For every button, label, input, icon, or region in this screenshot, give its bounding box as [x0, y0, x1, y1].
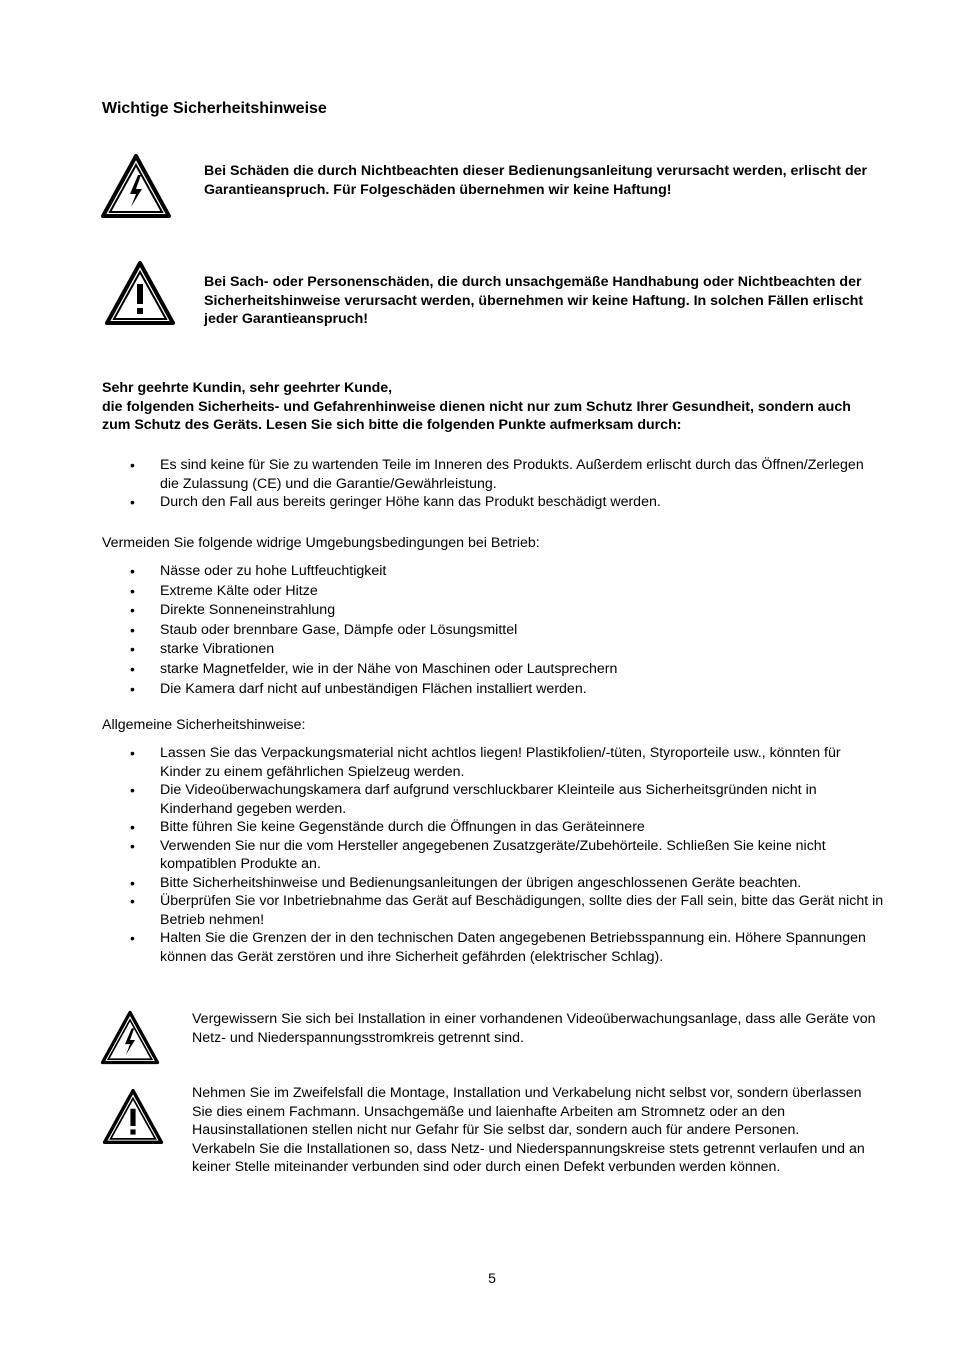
list-item: • Lassen Sie das Verpackungsmaterial nicht achtlos liegen! Plastikfolien/-tüten, Styroporteile usw., könnten für Kinder zu einem gefährlichen Spielzeug werden.	[102, 744, 884, 781]
warning-text: Bei Schäden die durch Nichtbeachten dieser Bedienungsanleitung verursacht werden, erlischt der Garantieanspruch. Für Folgeschäden übernehmen wir keine Haftung!	[204, 163, 868, 198]
warning-exclamation-icon	[102, 1088, 164, 1145]
warning-paragraph: Nehmen Sie im Zweifelsfall die Montage, Installation und Verkabelung nicht selbst vor, sondern überlassen Sie dies einem Fachmann. Unsachgemäße und laienhafte Arbeiten am Stromnetz oder an den Hausinstallationen stellen nicht nur Gefahr für Sie selbst dar, sondern auch für andere Personen.	[192, 1085, 862, 1138]
list-item: • starke Vibrationen	[102, 640, 884, 660]
greeting-intro: die folgenden Sicherheits- und Gefahrenhinweise dienen nicht nur zum Schutz Ihrer Gesundheit, sondern auch zum Schutz des Geräts. Lesen Sie sich bitte die folgenden Punkte aufmerksam durch:	[102, 398, 851, 433]
list-item: • Die Kamera darf nicht auf unbeständigen Flächen installiert werden.	[102, 680, 884, 700]
warning-text: Bei Sach- oder Personenschäden, die durch unsachgemäße Handhabung oder Nichtbeachten der Sicherheitshinweise verursacht werden, übernehmen wir keine Haftung. In solchen Fällen erlischt jeder Garantieanspruch!	[204, 274, 864, 327]
list-item: • starke Magnetfelder, wie in der Nähe von Maschinen oder Lautsprechern	[102, 660, 884, 680]
greeting	[102, 379, 882, 435]
warning-exclamation-icon	[104, 260, 176, 326]
list-item: • Halten Sie die Grenzen der in den technischen Daten angegebenen Betriebsspannung ein. Höhere Spannungen können das Gerät zerstören und ihre Sicherheit gefährden (elektrischer Schlag).	[102, 929, 884, 966]
bullet-list	[102, 456, 884, 512]
list-item: • Bitte Sicherheitshinweise und Bedienungsanleitungen der übrigen angeschlossenen Geräte beachten.	[102, 874, 884, 893]
section-heading: Vermeiden Sie folgende widrige Umgebungsbedingungen bei Betrieb:	[102, 535, 540, 551]
bullet-list	[102, 744, 884, 966]
list-item: • Staub oder brennbare Gase, Dämpfe oder Lösungsmittel	[102, 621, 884, 641]
list-item: • Verwenden Sie nur die vom Hersteller angegebenen Zusatzgeräte/Zubehörteile. Schließen Sie keine nicht kompatiblen Produkte an.	[102, 837, 884, 874]
list-item: • Überprüfen Sie vor Inbetriebnahme das Gerät auf Beschädigungen, sollte dies der Fall sein, bitte das Gerät nicht in Betrieb nehmen!	[102, 892, 884, 929]
greeting-salutation: Sehr geehrte Kundin, sehr geehrter Kunde,	[102, 380, 393, 396]
list-item: • Die Videoüberwachungskamera darf aufgrund verschluckbarer Kleinteile aus Sicherheitsgründen nicht in Kinderhand gegeben werden.	[102, 781, 884, 818]
warning-text	[192, 1084, 882, 1177]
section-heading: Allgemeine Sicherheitshinweise:	[102, 717, 306, 733]
warning-text: Vergewissern Sie sich bei Installation in einer vorhandenen Videoüberwachungsanlage, dass alle Geräte von Netz- und Niederspannungsstromkreis getrennt sind.	[192, 1011, 876, 1046]
list-item: • Extreme Kälte oder Hitze	[102, 582, 884, 602]
page-title: Wichtige Sicherheitshinweise	[102, 100, 327, 117]
list-item: • Bitte führen Sie keine Gegenstände durch die Öffnungen in das Geräteinnere	[102, 818, 884, 837]
warning-paragraph: Verkabeln Sie die Installationen so, dass Netz- und Niederspannungskreise stets getrennt verlaufen und an keiner Stelle miteinander verbunden sind oder durch einen Defekt verbunden werden können.	[192, 1140, 865, 1175]
list-item: • Direkte Sonneneinstrahlung	[102, 601, 884, 621]
list-item: • Es sind keine für Sie zu wartenden Teile im Inneren des Produkts. Außerdem erlischt durch das Öffnen/Zerlegen die Zulassung (CE) und die Garantie/Gewährleistung.	[102, 456, 884, 493]
list-item: • Nässe oder zu hohe Luftfeuchtigkeit	[102, 562, 884, 582]
page-number: 5	[488, 1270, 496, 1286]
list-item: • Durch den Fall aus bereits geringer Höhe kann das Produkt beschädigt werden.	[102, 493, 884, 512]
electric-hazard-icon	[100, 1010, 160, 1065]
bullet-list	[102, 562, 884, 699]
electric-hazard-icon	[100, 153, 172, 219]
